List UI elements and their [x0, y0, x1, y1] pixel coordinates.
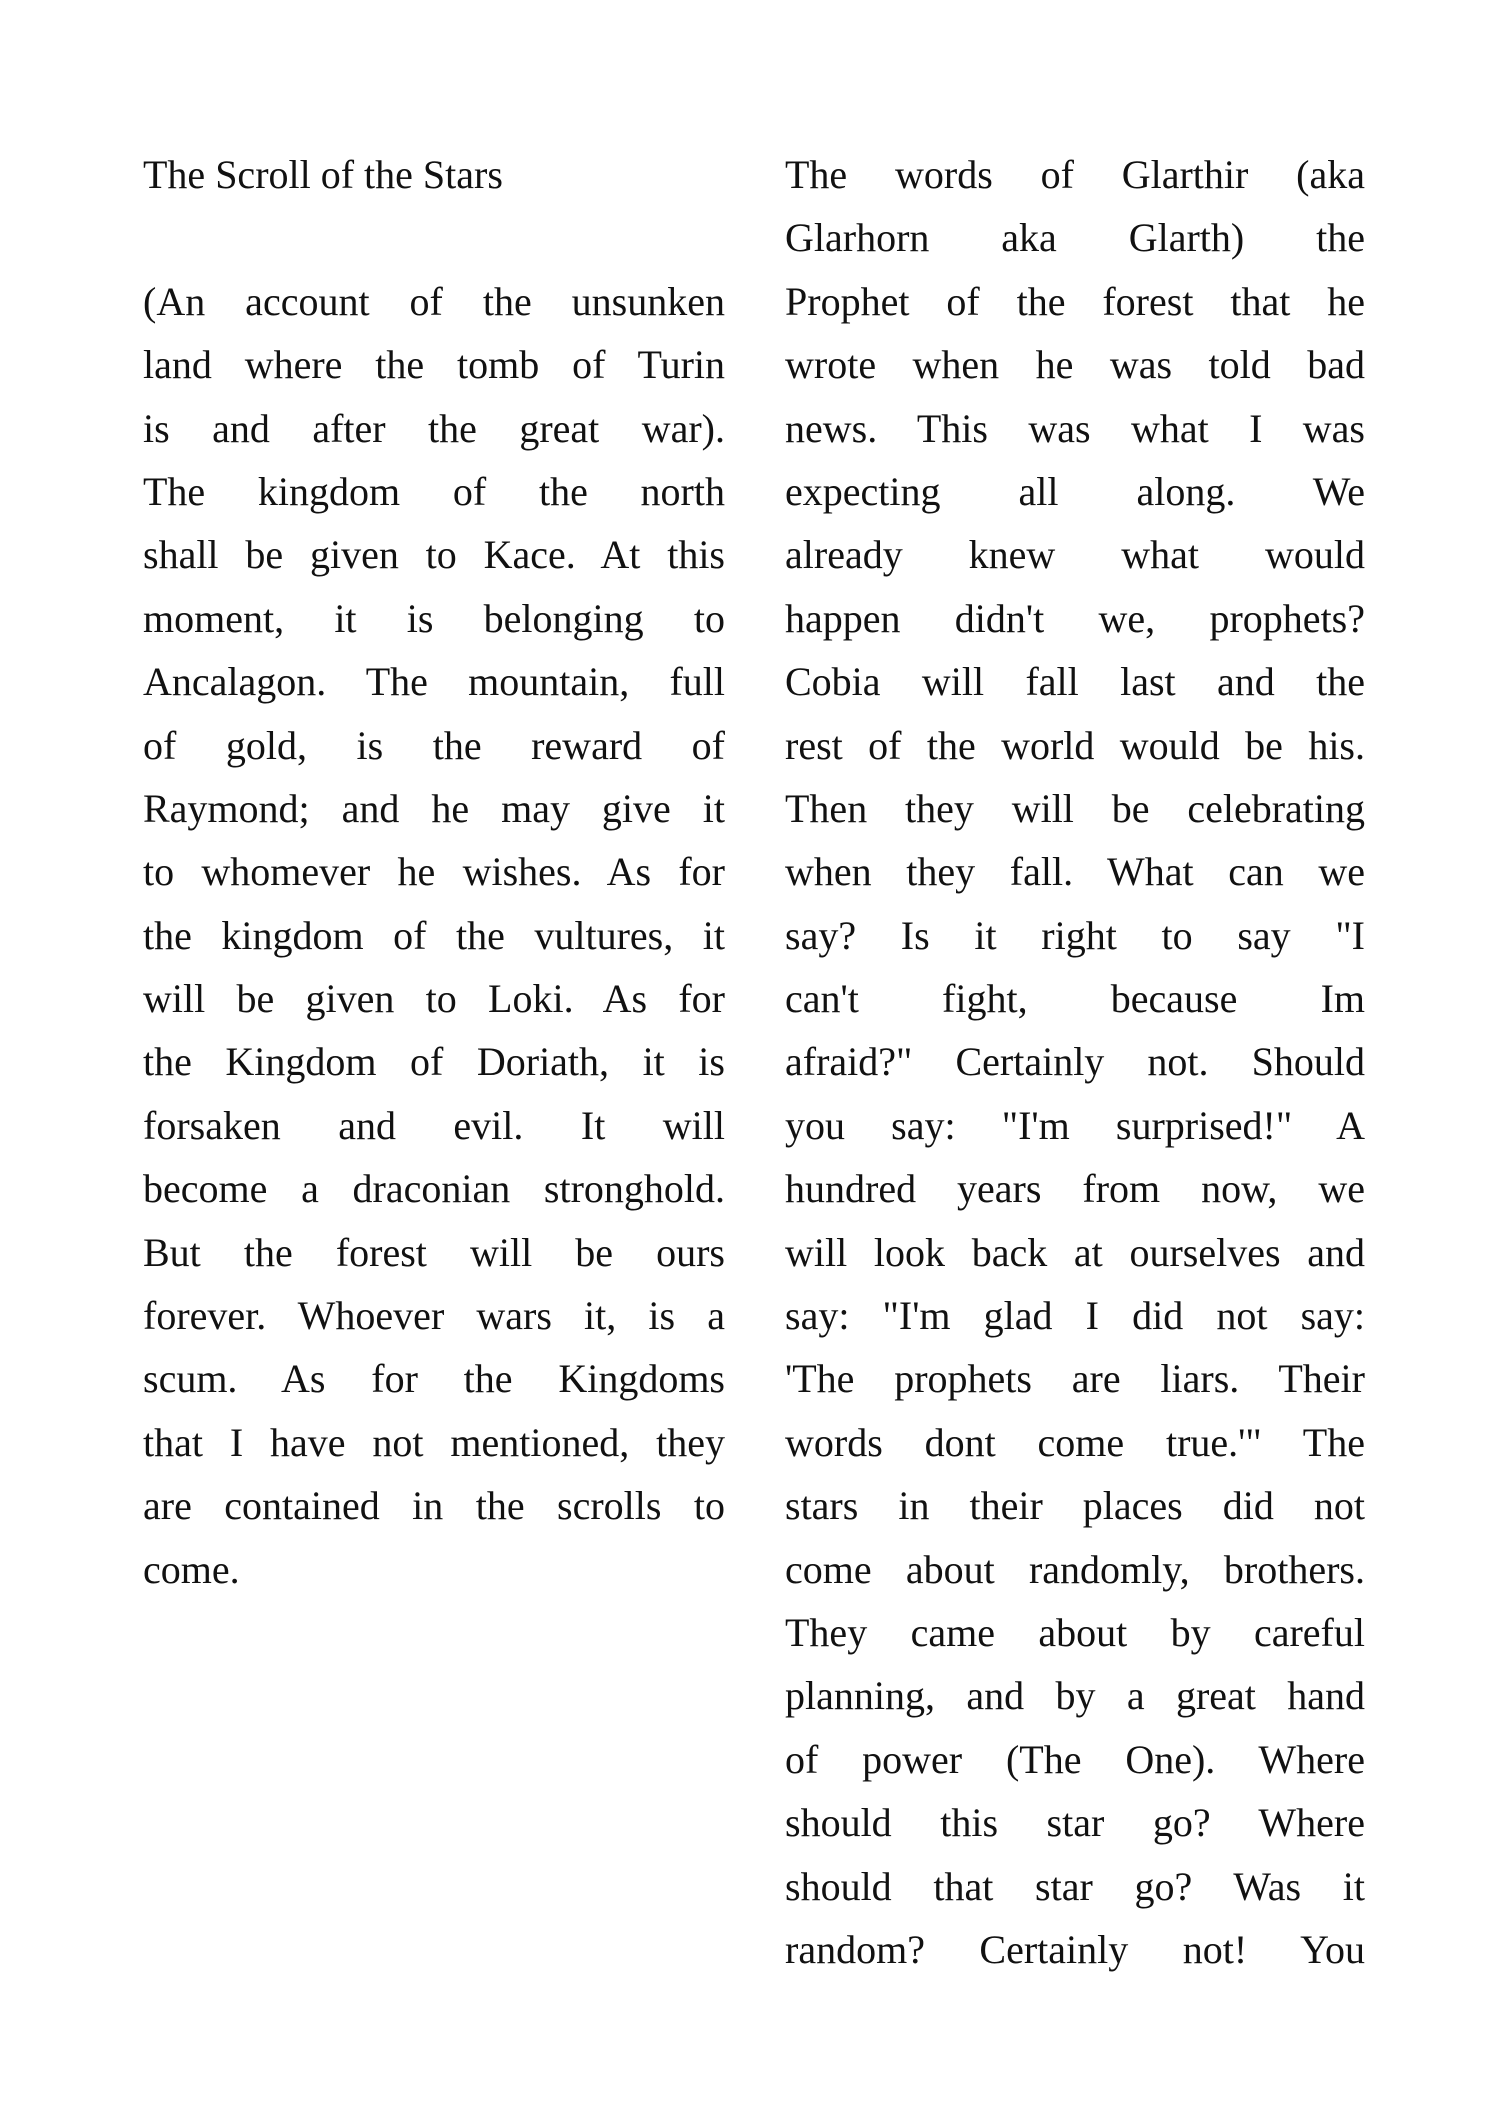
- left-line: the kingdom of the vultures, it: [143, 912, 725, 958]
- scroll-title: The Scroll of the Stars: [143, 152, 503, 197]
- left-line: Raymond; and he may give it: [143, 785, 725, 831]
- right-line: They came about by careful: [785, 1609, 1365, 1655]
- left-line: Ancalagon. The mountain, full: [143, 659, 725, 705]
- right-line: hundred years from now, we: [785, 1166, 1365, 1212]
- right-line: rest of the world would be his.: [785, 722, 1365, 768]
- right-line: wrote when he was told bad: [785, 342, 1365, 388]
- blank-line: [143, 206, 725, 269]
- left-line: of gold, is the reward of: [143, 722, 725, 768]
- left-line: is and after the great war).: [143, 405, 725, 451]
- left-line: the Kingdom of Doriath, it is: [143, 1039, 725, 1085]
- left-line: The kingdom of the north: [143, 468, 725, 514]
- left-line: will be given to Loki. As for: [143, 976, 725, 1022]
- left-line: forever. Whoever wars it, is a: [143, 1293, 725, 1339]
- right-line: news. This was what I was: [785, 405, 1365, 451]
- left-line: (An account of the unsunken: [143, 278, 725, 324]
- right-line: afraid?" Certainly not. Should: [785, 1039, 1365, 1085]
- left-line: come.: [143, 1546, 240, 1592]
- right-line: The words of Glarthir (aka: [785, 152, 1365, 197]
- right-column: [785, 143, 1365, 1981]
- right-line: you say: "I'm surprised!" A: [785, 1102, 1365, 1148]
- right-line: come about randomly, brothers.: [785, 1546, 1365, 1592]
- left-line: shall be given to Kace. At this: [143, 532, 725, 578]
- right-line: words dont come true.'" The: [785, 1419, 1365, 1465]
- right-line: of power (The One). Where: [785, 1736, 1365, 1782]
- left-line: land where the tomb of Turin: [143, 342, 725, 388]
- right-line: will look back at ourselves and: [785, 1229, 1365, 1275]
- right-line: say: "I'm glad I did not say:: [785, 1293, 1365, 1339]
- right-line: 'The prophets are liars. Their: [785, 1356, 1365, 1402]
- right-line: when they fall. What can we: [785, 849, 1365, 895]
- right-line: should that star go? Was it: [785, 1863, 1365, 1909]
- right-line: expecting all along. We: [785, 468, 1365, 514]
- right-line: already knew what would: [785, 532, 1365, 578]
- left-line: moment, it is belonging to: [143, 595, 725, 641]
- left-line: scum. As for the Kingdoms: [143, 1356, 725, 1402]
- left-line: to whomever he wishes. As for: [143, 849, 725, 895]
- left-line: become a draconian stronghold.: [143, 1166, 725, 1212]
- right-line: can't fight, because Im: [785, 976, 1365, 1022]
- left-line: are contained in the scrolls to: [143, 1483, 725, 1529]
- right-line: planning, and by a great hand: [785, 1673, 1365, 1719]
- right-line: random? Certainly not! You: [785, 1926, 1365, 1972]
- left-line: that I have not mentioned, they: [143, 1419, 725, 1465]
- right-line: stars in their places did not: [785, 1483, 1365, 1529]
- right-line: Prophet of the forest that he: [785, 278, 1365, 324]
- right-line: Cobia will fall last and the: [785, 659, 1365, 705]
- left-line: But the forest will be ours: [143, 1229, 725, 1275]
- left-column: [143, 143, 725, 1601]
- left-line: forsaken and evil. It will: [143, 1102, 725, 1148]
- right-line: Glarhorn aka Glarth) the: [785, 215, 1365, 261]
- right-line: happen didn't we, prophets?: [785, 595, 1365, 641]
- right-line: Then they will be celebrating: [785, 785, 1365, 831]
- right-line: should this star go? Where: [785, 1800, 1365, 1846]
- right-line: say? Is it right to say "I: [785, 912, 1365, 958]
